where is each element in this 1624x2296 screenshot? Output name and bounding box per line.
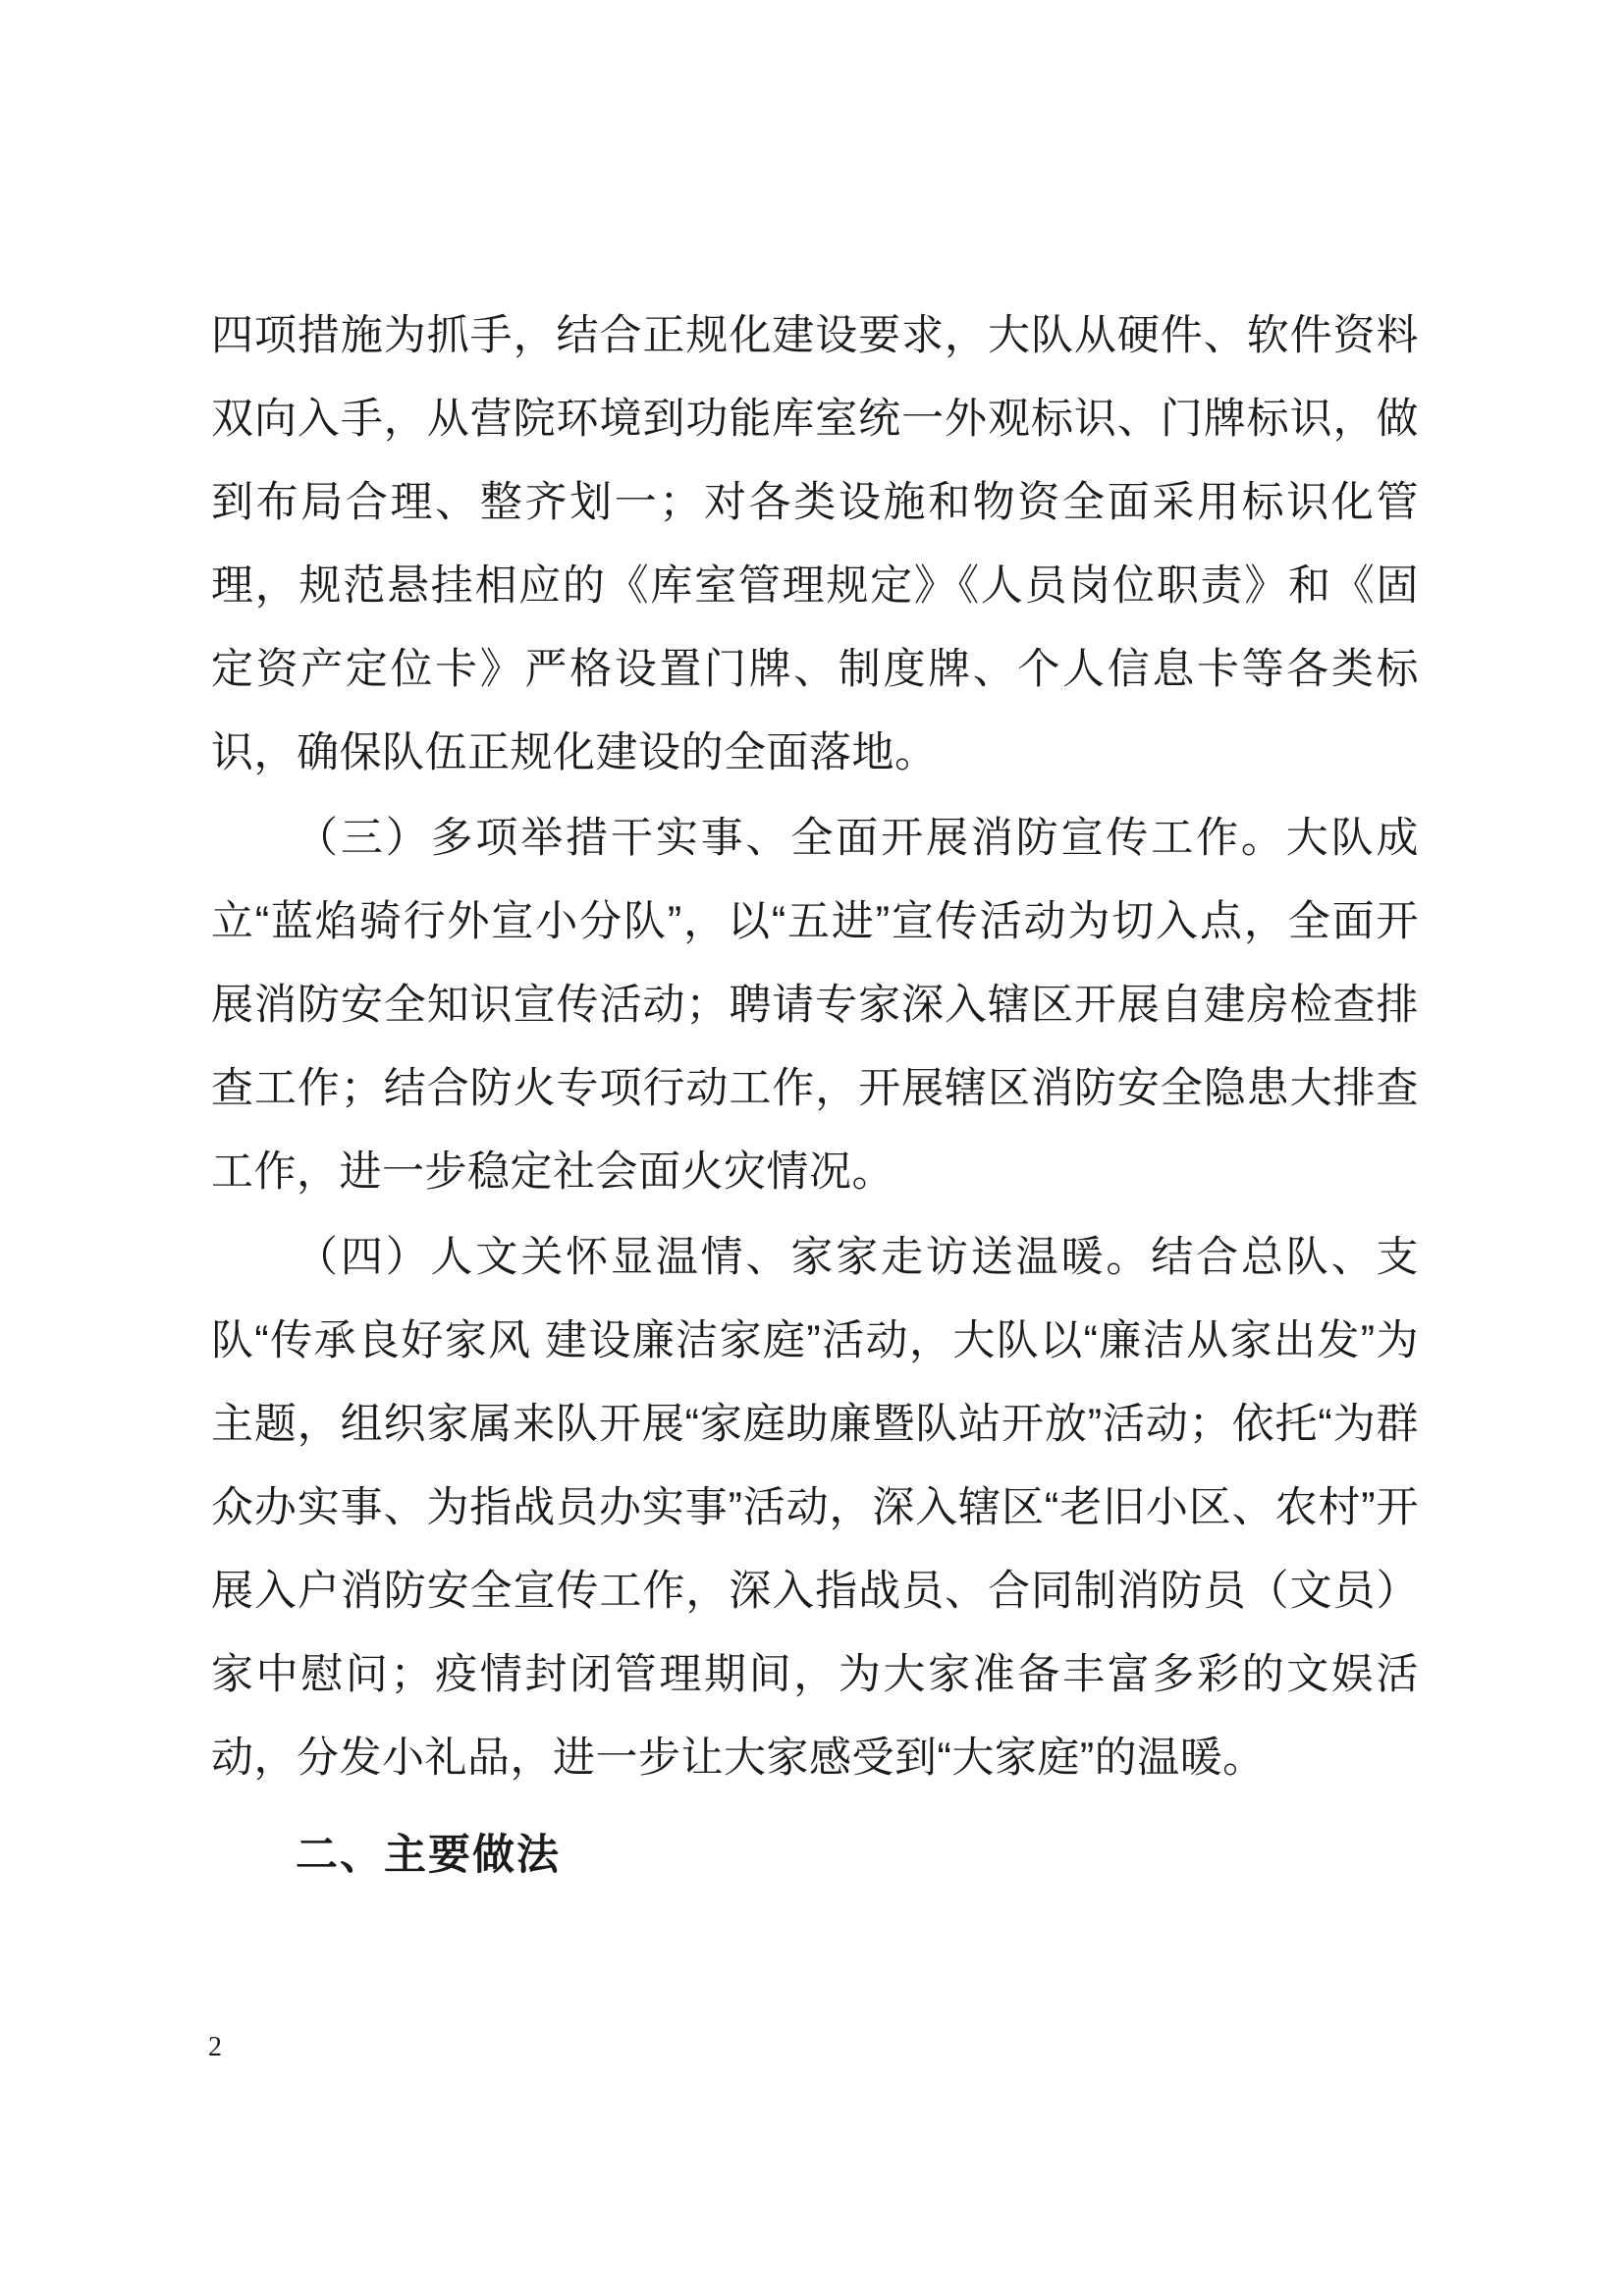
section-heading-two: 二、主要做法 xyxy=(296,1832,561,1879)
page-number: 2 xyxy=(208,2032,222,2062)
paragraph-continued: 四项措施为抓手，结合正规化建设要求，大队从硬件、软件资料双向入手，从营院环境到功能库室统一外观标识、门牌标识，做到布局合理、整齐划一；对各类设施和物资全面采用标识化管理，规范悬挂相应的《库室管理规定》《人员岗位职责》和《固定资产定位卡》严格设置门牌、制度牌、个人信息卡等各类标识，确保队伍正规化建设的全面落地。 xyxy=(211,312,1419,776)
paragraph-section-four: （四）人文关怀显温情、家家走访送温暖。结合总队、支队“传承良好家风 建设廉洁家庭”活动，大队以“廉洁从家出发”为主题，组织家属来队开展“家庭助廉暨队站开放”活动；依托“为群众办实事、为指战员办实事”活动，深入辖区“老旧小区、农村”开展入户消防安全宣传工作，深入指战员、合同制消防员（文员）家中慰问；疫情封闭管理期间，为大家准备丰富多彩的文娱活动，分发小礼品，进一步让大家感受到“大家庭”的温暖。 xyxy=(211,1234,1419,1782)
paragraph-section-three: （三）多项举措干实事、全面开展消防宣传工作。大队成立“蓝焰骑行外宣小分队”，以“五进”宣传活动为切入点，全面开展消防安全知识宣传活动；聘请专家深入辖区开展自建房检查排查工作；结合防火专项行动工作，开展辖区消防安全隐患大排查工作，进一步稳定社会面火灾情况。 xyxy=(211,815,1419,1196)
document-body xyxy=(211,294,1419,1897)
